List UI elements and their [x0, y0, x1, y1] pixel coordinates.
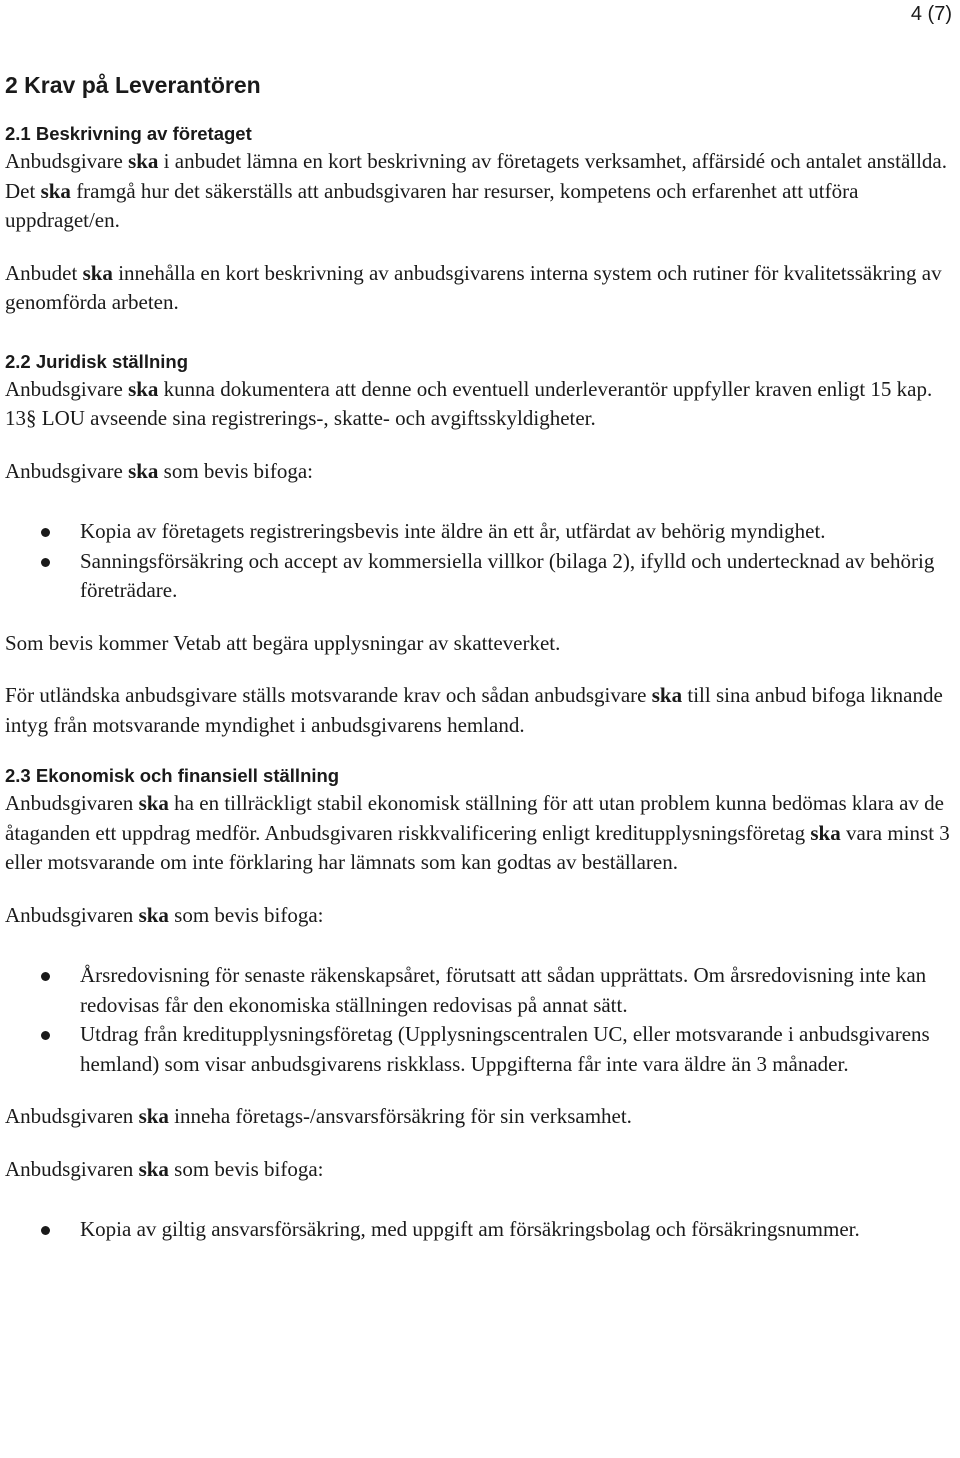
- emphasis-ska: ska: [128, 458, 159, 483]
- list-item: [5, 1215, 955, 1245]
- paragraph: Anbudsgivaren ska som bevis bifoga:: [5, 1156, 324, 1181]
- emphasis-ska: ska: [138, 791, 169, 815]
- emphasis-ska: ska: [82, 260, 113, 285]
- emphasis-ska: ska: [40, 178, 71, 203]
- section-heading-2-3: 2.3 Ekonomisk och finansiell ställning: [5, 765, 340, 786]
- list-item: [5, 547, 955, 606]
- chapter-title: 2 Krav på Leverantören: [5, 72, 261, 98]
- emphasis-ska: ska: [138, 902, 169, 927]
- paragraph: Anbudsgivare ska som bevis bifoga:: [5, 458, 313, 483]
- list-item: [5, 961, 955, 1020]
- emphasis-ska: ska: [810, 820, 841, 845]
- paragraph: Anbudsgivare ska kunna dokumentera att denne och eventuell underleverantör uppfyller kraven enligt 15 kap. 13§ LOU avseende sina registrerings-, skatte- och avgiftsskyldigheter.: [5, 376, 933, 430]
- list-item-text: Kopia av företagets registreringsbevis inte äldre än ett år, utfärdat av behörig myndighet.: [80, 519, 826, 543]
- section-heading-2-1: 2.1 Beskrivning av företaget: [5, 123, 252, 144]
- bullet-list: [5, 517, 955, 606]
- bullet-icon: [41, 558, 50, 567]
- document-content: [5, 70, 955, 1245]
- bullet-icon: [41, 1226, 50, 1235]
- emphasis-ska: ska: [138, 1104, 169, 1128]
- paragraph: Anbudsgivaren ska inneha företags-/ansvarsförsäkring för sin verksamhet.: [5, 1104, 632, 1128]
- bullet-icon: [41, 972, 50, 981]
- paragraph: Anbudet ska innehålla en kort beskrivning av anbudsgivarens interna system och rutiner för kvalitetssäkring av genomförda arbeten.: [5, 260, 942, 314]
- paragraph: Som bevis kommer Vetab att begära upplysningar av skatteverket.: [5, 630, 561, 655]
- paragraph: Anbudsgivaren ska som bevis bifoga:: [5, 902, 324, 927]
- list-item: [5, 517, 955, 547]
- bullet-list: [5, 961, 955, 1079]
- list-item: [5, 1020, 955, 1079]
- list-item-text: Utdrag från kreditupplysningsföretag (Upplysningscentralen UC, eller motsvarande i anbudsgivarens hemland) som visar anbudsgivarens riskklass. Uppgifterna får inte vara äldre än 3 månader.: [80, 1022, 930, 1076]
- bullet-icon: [41, 528, 50, 537]
- paragraph: Anbudsgivaren ska ha en tillräckligt stabil ekonomisk ställning för att utan problem kunna bedömas klara av de åtaganden ett uppdrag medför. Anbudsgivaren riskkvalificering enligt kreditupplysningsföretag ska vara minst 3 eller motsvarande om inte förklaring har lämnats som kan godtas av beställaren.: [5, 791, 950, 874]
- list-item-text: Sanningsförsäkring och accept av kommersiella villkor (bilaga 2), ifylld och undertecknad av behörig företrädare.: [80, 548, 935, 602]
- paragraph: För utländska anbudsgivare ställs motsvarande krav och sådan anbudsgivare ska till sina anbud bifoga liknande intyg från motsvarande myndighet i anbudsgivarens hemland.: [5, 683, 943, 737]
- paragraph: Anbudsgivare ska i anbudet lämna en kort beskrivning av företagets verksamhet, affärsidé och antalet anställda. Det ska framgå hur det säkerställs att anbudsgivaren har resurser, kompetens och erfarenhet att utföra uppdraget/en.: [5, 149, 947, 232]
- bullet-list: [5, 1215, 955, 1245]
- list-item-text: Årsredovisning för senaste räkenskapsåret, förutsatt att sådan upprättats. Om årsredovisning inte kan redovisas får den ekonomiska ställningen redovisas på annat sätt.: [80, 963, 927, 1017]
- page-number: 4 (7): [910, 3, 952, 25]
- emphasis-ska: ska: [128, 149, 159, 173]
- bullet-icon: [41, 1031, 50, 1040]
- emphasis-ska: ska: [128, 376, 159, 401]
- list-item-text: Kopia av giltig ansvarsförsäkring, med uppgift am försäkringsbolag och försäkringsnummer.: [80, 1217, 860, 1241]
- section-heading-2-2: 2.2 Juridisk ställning: [5, 350, 189, 372]
- emphasis-ska: ska: [138, 1156, 169, 1181]
- emphasis-ska: ska: [651, 683, 683, 707]
